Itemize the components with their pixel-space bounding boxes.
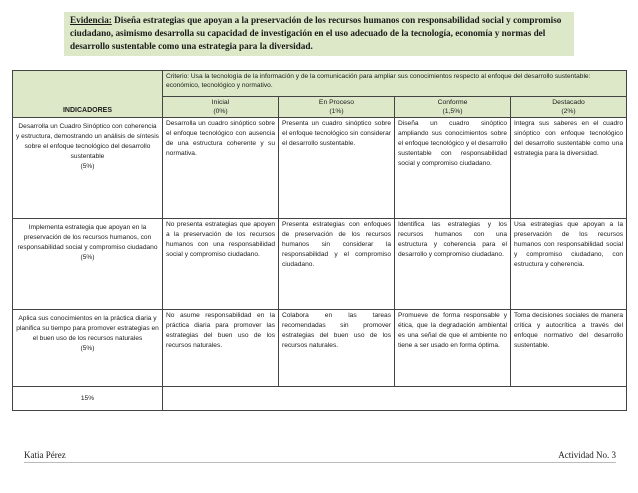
level-description: Toma decisiones sociales de manera crítica y autocrítica a través del enfoque normativo del desarrollo sustentable. <box>511 310 627 387</box>
level-description: Promueve de forma responsable y ética, que la degradación ambiental es una señal de que el ambiente no tiene a ser usado en forma óptima. <box>395 310 511 387</box>
level-description: No asume responsabilidad en la práctica diaria para promover las estrategias del buen uso de los recursos naturales. <box>163 310 279 387</box>
level-description: Identifica las estrategias y los recursos humanos con una estructura y coherencia para el desarrollo y compromiso ciudadano. <box>395 219 511 310</box>
indicator-weight: (5%) <box>80 345 95 353</box>
level-points: (2%) <box>561 108 576 116</box>
level-name: En Proceso <box>318 99 355 106</box>
author-name: Katia Pérez <box>24 450 66 460</box>
evidence-label: Evidencia: <box>70 15 112 25</box>
indicator-cell <box>13 118 163 219</box>
criterion-text: Criterio: Usa la tecnología de la información y de la comunicación para ampliar sus conocimientos respecto al enfoque del desarrollo sustentable: económico, tecnológico y normativo. <box>163 71 627 97</box>
evidence-header <box>64 12 574 56</box>
indicator-text: Aplica sus conocimientos en la práctica diaria y planifica su tiempo para promover estrategias en el buen uso de los recursos naturales <box>16 315 159 343</box>
evidence-text: Diseña estrategias que apoyan a la preservación de los recursos humanos con responsabilidad social y compromiso ciudadano, asimismo desarrolla su capacidad de investigación en el uso adecuado de la tecnología, economía y normas del desarrollo sustentable como una estrategia para la diversidad. <box>70 15 562 51</box>
indicator-cell <box>13 219 163 310</box>
level-name: Inicial <box>211 99 230 106</box>
level-header <box>279 97 395 118</box>
level-description: Desarrolla un cuadro sinóptico sobre el enfoque tecnológico con ausencia de una estructura coherente y su normativa. <box>163 118 279 219</box>
empty-cell <box>163 387 627 411</box>
table-row <box>13 310 627 387</box>
level-points: (1,5%) <box>442 108 463 116</box>
indicators-header: INDICADORES <box>13 71 163 118</box>
total-row <box>13 387 627 411</box>
level-description: Colabora en las tareas recomendadas sin promover estrategias del buen uso de los recursos naturales. <box>279 310 395 387</box>
indicator-text: Desarrolla un Cuadro Sinóptico con coherencia y estructura, demostrando un análisis de síntesis sobre el enfoque tecnológico del desarrollo sustentable <box>16 123 159 161</box>
activity-number: Actividad No. 3 <box>558 450 616 460</box>
level-description: Presenta estrategias con enfoques de preservación de los recursos humanos sin considerar la responsabilidad y el compromiso ciudadano. <box>279 219 395 310</box>
indicator-text: Implementa estrategia que apoyan en la preservación de los recursos humanos, con responsabilidad social y compromiso ciudadano <box>17 224 158 252</box>
indicator-weight: (5%) <box>80 163 95 171</box>
indicator-cell <box>13 310 163 387</box>
level-header <box>511 97 627 118</box>
total-cell: 15% <box>13 387 163 411</box>
level-name: Destacado <box>552 99 585 106</box>
level-header <box>163 97 279 118</box>
indicator-weight: (5%) <box>80 254 95 262</box>
level-points: (0%) <box>213 108 228 116</box>
level-description: Diseña un cuadro sinóptico ampliando sus conocimientos sobre el enfoque tecnológico y el desarrollo sustentable con responsabilidad social y compromiso ciudadano. <box>395 118 511 219</box>
level-name: Conforme <box>437 99 468 106</box>
table-row <box>13 118 627 219</box>
level-header <box>395 97 511 118</box>
level-description: Usa estrategias que apoyan a la preservación de los recursos humanos con responsabilidad social y compromiso ciudadano, con estructura y coherencia. <box>511 219 627 310</box>
level-description: No presenta estrategias que apoyen a la preservación de los recursos humanos con una responsabilidad social y compromiso ciudadano. <box>163 219 279 310</box>
criterion-row <box>13 71 627 97</box>
table-row <box>13 219 627 310</box>
level-description: Integra sus saberes en el cuadro sinóptico con enfoque tecnológico del desarrollo sustentable como una estrategia para la diversidad. <box>511 118 627 219</box>
level-points: (1%) <box>329 108 344 116</box>
level-description: Presenta un cuadro sinóptico sobre el enfoque tecnológico sin considerar el desarrollo sustentable. <box>279 118 395 219</box>
rubric-table <box>12 70 627 411</box>
page-footer <box>24 448 616 463</box>
